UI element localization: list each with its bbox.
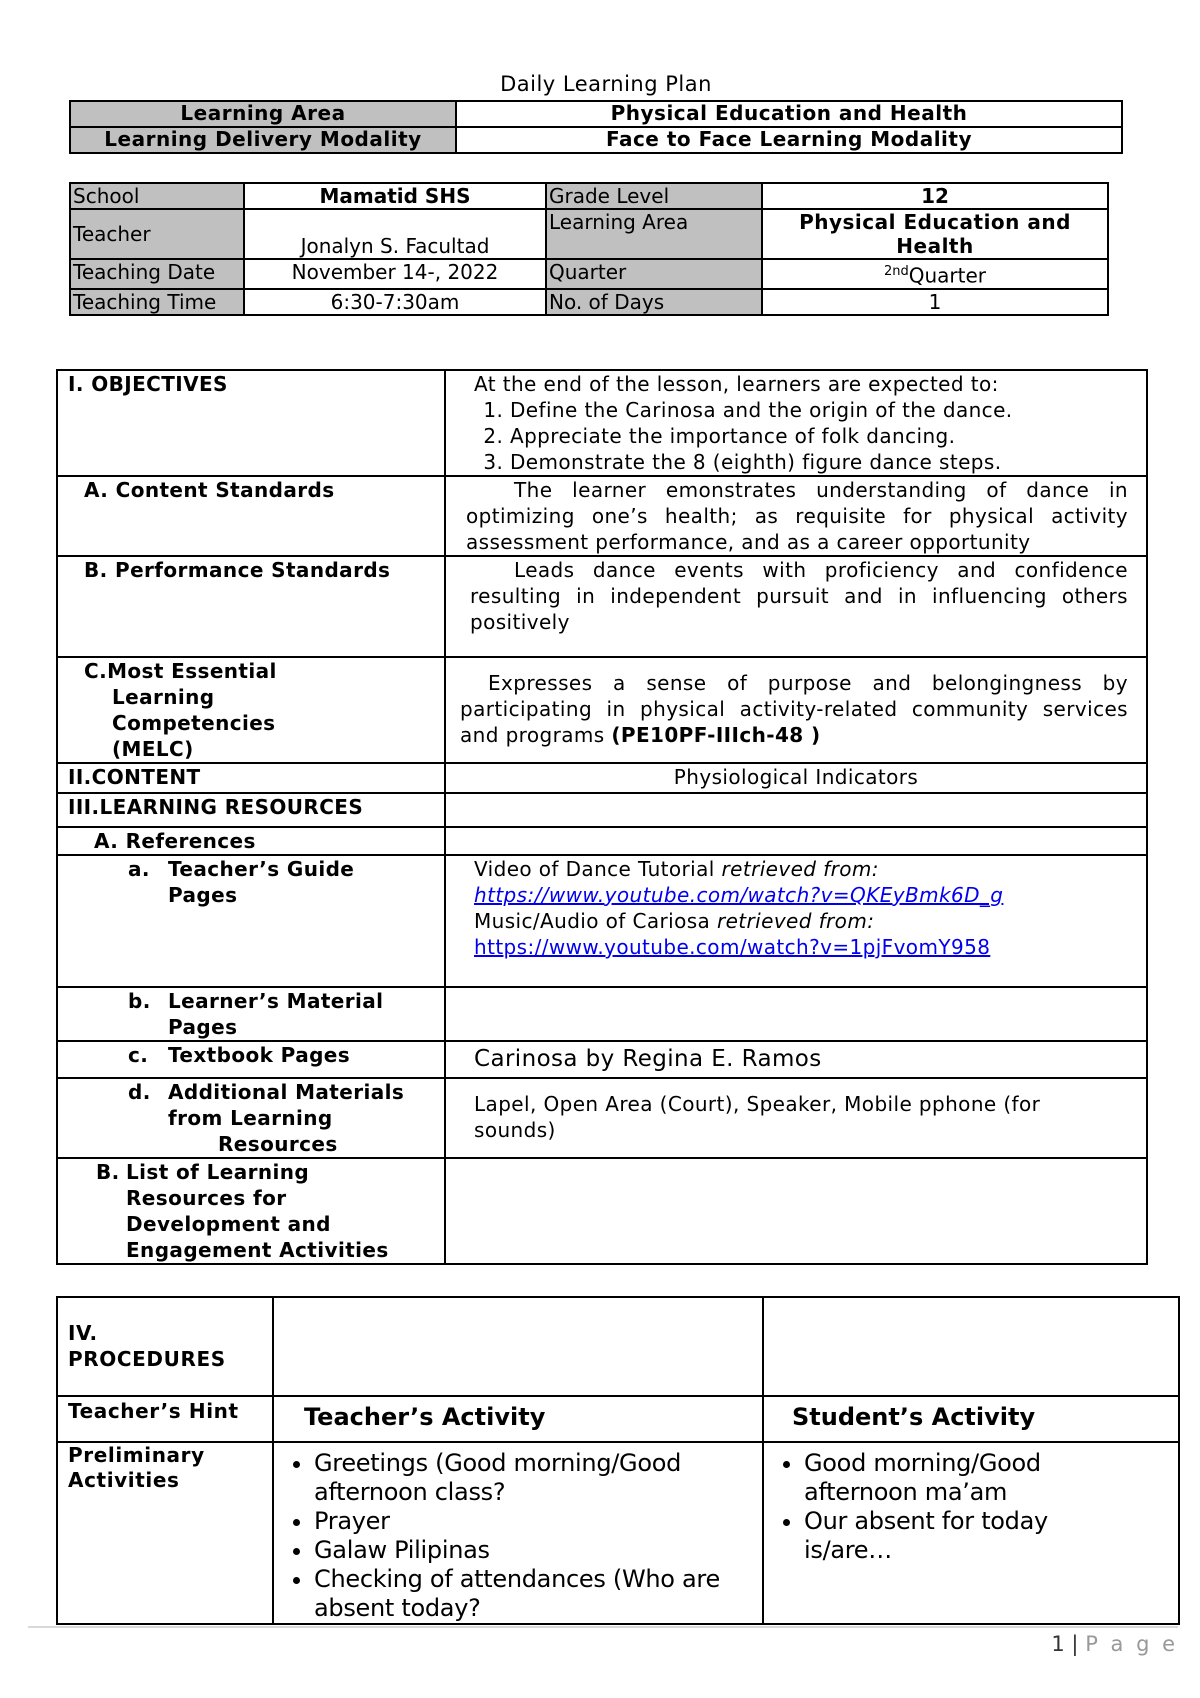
school-label: School: [70, 183, 244, 209]
objectives-list: [474, 397, 1142, 475]
list-item: • Greetings (Good morning/Good afternoon class?: [314, 1449, 762, 1507]
content-standards-label: A. Content Standards: [57, 476, 445, 556]
teachers-guide-label-wrap: [128, 856, 440, 908]
grade-value: 12: [762, 183, 1108, 209]
days-value: 1: [762, 289, 1108, 315]
table-row: [70, 259, 1108, 289]
table-row: [57, 1442, 1179, 1624]
quarter-word: Quarter: [908, 263, 987, 288]
textbook-title: Textbook Pages: [168, 1043, 351, 1067]
table-row: [57, 855, 1147, 987]
textbook-value: Carinosa by Regina E. Ramos: [445, 1041, 1147, 1078]
table-row: [57, 476, 1147, 556]
teachers-guide-cell: [445, 855, 1147, 987]
date-value: November 14-, 2022: [244, 259, 546, 289]
objectives-label: I. OBJECTIVES: [57, 370, 445, 476]
learning-area-table: [69, 100, 1123, 154]
label-line: Preliminary: [68, 1443, 205, 1467]
list-item: 2. Appreciate the importance of folk dancing.: [510, 423, 1142, 449]
teachers-activity-header: Teacher’s Activity: [273, 1396, 763, 1442]
school-info-table: [69, 182, 1109, 316]
teachers-hint-label: Teacher’s Hint: [57, 1396, 273, 1442]
footer-divider: [28, 1626, 1178, 1628]
teacher-activities-cell: [273, 1442, 763, 1624]
content-label: II.CONTENT: [57, 763, 445, 793]
learners-material-label-wrap: [128, 988, 440, 1040]
grade-label: Grade Level: [546, 183, 762, 209]
cell-label: Learning Area: [70, 101, 456, 127]
student-activities-list: [764, 1449, 1178, 1565]
content-value: Physiological Indicators: [445, 763, 1147, 793]
preliminary-label: [57, 1442, 273, 1624]
table-row: [57, 1078, 1147, 1158]
label-line: Activities: [68, 1468, 180, 1492]
label-line: Resources: [218, 1132, 338, 1156]
label-line: Engagement Activities: [126, 1238, 389, 1262]
area-value: Physical Education and Health: [762, 209, 1108, 259]
learners-material-label: [57, 987, 445, 1041]
learning-resources-value: [445, 793, 1147, 827]
empty-cell: [763, 1297, 1179, 1396]
label-line: Development and: [126, 1212, 331, 1236]
objectives-cell: [445, 370, 1147, 476]
label-line: Teacher’s Guide: [168, 857, 355, 881]
date-label: Teaching Date: [70, 259, 244, 289]
teacher-value: Jonalyn S. Facultad: [244, 209, 546, 259]
list-resources-label-wrap: [96, 1159, 440, 1263]
list-item: • Good morning/Good afternoon ma’am: [804, 1449, 1118, 1507]
video-text: Video of Dance Tutorial: [474, 857, 715, 881]
teachers-guide-title: [168, 856, 354, 908]
objectives-intro: At the end of the lesson, learners are expected to:: [474, 372, 999, 396]
item-letter: d.: [128, 1080, 151, 1104]
references-label: A. References: [57, 827, 445, 855]
table-row: [70, 101, 1122, 127]
melc-label-line: Learning: [112, 685, 215, 709]
table-row: [70, 183, 1108, 209]
label-line: Learner’s Material: [168, 989, 384, 1013]
student-activities-cell: [763, 1442, 1179, 1624]
melc-label: [57, 657, 445, 763]
additional-materials-title: [168, 1079, 404, 1157]
retrieved-text: retrieved from:: [716, 909, 875, 933]
page-footer: 1 | P a g e: [1051, 1632, 1178, 1656]
references-value: [445, 827, 1147, 855]
list-item: • Our absent for today is/are…: [804, 1507, 1118, 1565]
music-text: Music/Audio of Cariosa: [474, 909, 711, 933]
list-resources-title: [126, 1159, 389, 1263]
area-label: Learning Area: [546, 209, 762, 259]
label-line: Resources for: [126, 1186, 287, 1210]
label-line: Pages: [168, 883, 238, 907]
item-letter: a.: [128, 857, 150, 881]
performance-standards-text: Leads dance events with proficiency and confidence resulting in independent pursuit and in influencing others positively: [445, 556, 1147, 657]
learners-material-value: [445, 987, 1147, 1041]
empty-cell: [273, 1297, 763, 1396]
time-label: Teaching Time: [70, 289, 244, 315]
table-row: [57, 987, 1147, 1041]
learners-material-title: [168, 988, 383, 1040]
music-link[interactable]: https://www.youtube.com/watch?v=1pjFvomY958: [474, 935, 991, 959]
teachers-guide-label: [57, 855, 445, 987]
procedures-title: [57, 1297, 273, 1396]
school-value: Mamatid SHS: [244, 183, 546, 209]
melc-label-line: (MELC): [112, 737, 194, 761]
table-row: [70, 209, 1108, 259]
item-letter: b.: [128, 989, 151, 1013]
label-line: from Learning: [168, 1106, 333, 1130]
item-letter: c.: [128, 1043, 149, 1067]
list-resources-label: [57, 1158, 445, 1264]
item-letter: B.: [96, 1160, 120, 1184]
label-line: List of Learning: [126, 1160, 310, 1184]
days-label: No. of Days: [546, 289, 762, 315]
list-item: • Galaw Pilipinas: [314, 1536, 762, 1565]
table-row: [57, 1041, 1147, 1078]
melc-text: Expresses a sense of purpose and belongingness by participating in physical activity-related community services and programs: [460, 671, 1128, 747]
lesson-plan-table: [56, 369, 1148, 1265]
additional-materials-label: [57, 1078, 445, 1158]
page-word: P a g e: [1085, 1632, 1178, 1656]
melc-cell: [445, 657, 1147, 763]
list-item: 1. Define the Carinosa and the origin of the dance.: [510, 397, 1142, 423]
time-value: 6:30-7:30am: [244, 289, 546, 315]
additional-materials-value: Lapel, Open Area (Court), Speaker, Mobile pphone (for sounds): [445, 1078, 1147, 1158]
melc-label-line: Competencies: [112, 711, 276, 735]
table-row: [57, 370, 1147, 476]
music-line: [474, 908, 1142, 934]
label-line: Pages: [168, 1015, 238, 1039]
content-standards-text: The learner emonstrates understanding of dance in optimizing one’s health; as requisite for physical activity assessment performance, and as a career opportunity: [445, 476, 1147, 556]
table-row: [70, 289, 1108, 315]
table-row: [57, 793, 1147, 827]
retrieved-text: retrieved from:: [721, 857, 879, 881]
additional-materials-label-wrap: [128, 1079, 440, 1157]
teacher-label: Teacher: [70, 209, 244, 259]
list-resources-value: [445, 1158, 1147, 1264]
video-line: [474, 856, 1142, 882]
melc-code: (PE10PF-IIIch-48 ): [611, 723, 821, 747]
table-row: [70, 127, 1122, 153]
procedures-title-line: PROCEDURES: [68, 1347, 226, 1371]
learning-resources-label: III.LEARNING RESOURCES: [57, 793, 445, 827]
table-row: [57, 1396, 1179, 1442]
procedures-title-line: IV.: [68, 1321, 98, 1345]
table-row: [57, 763, 1147, 793]
table-row: [57, 1297, 1179, 1396]
table-row: [57, 556, 1147, 657]
table-row: [57, 827, 1147, 855]
cell-value: Face to Face Learning Modality: [456, 127, 1122, 153]
procedures-table: [56, 1296, 1180, 1625]
list-item: • Checking of attendances (Who are absent today?: [314, 1565, 762, 1623]
textbook-label: [57, 1041, 445, 1078]
students-activity-header: Student’s Activity: [763, 1396, 1179, 1442]
page-number: 1: [1051, 1632, 1065, 1656]
table-row: [57, 1158, 1147, 1264]
performance-standards-label: B. Performance Standards: [57, 556, 445, 657]
list-item: • Prayer: [314, 1507, 762, 1536]
video-link[interactable]: https://www.youtube.com/watch?v=QKEyBmk6D_g: [474, 883, 1004, 907]
cell-label: Learning Delivery Modality: [70, 127, 456, 153]
document-title: Daily Learning Plan: [500, 72, 712, 96]
textbook-label-wrap: [128, 1042, 440, 1068]
cell-value: Physical Education and Health: [456, 101, 1122, 127]
quarter-label: Quarter: [546, 259, 762, 289]
quarter-value: [762, 259, 1108, 289]
melc-label-line: C.Most Essential: [84, 659, 277, 683]
label-line: Additional Materials: [168, 1080, 405, 1104]
table-row: [57, 657, 1147, 763]
teacher-activities-list: [274, 1449, 762, 1623]
quarter-ordinal: 2nd: [883, 264, 909, 279]
list-item: 3. Demonstrate the 8 (eighth) figure dance steps.: [510, 449, 1142, 475]
